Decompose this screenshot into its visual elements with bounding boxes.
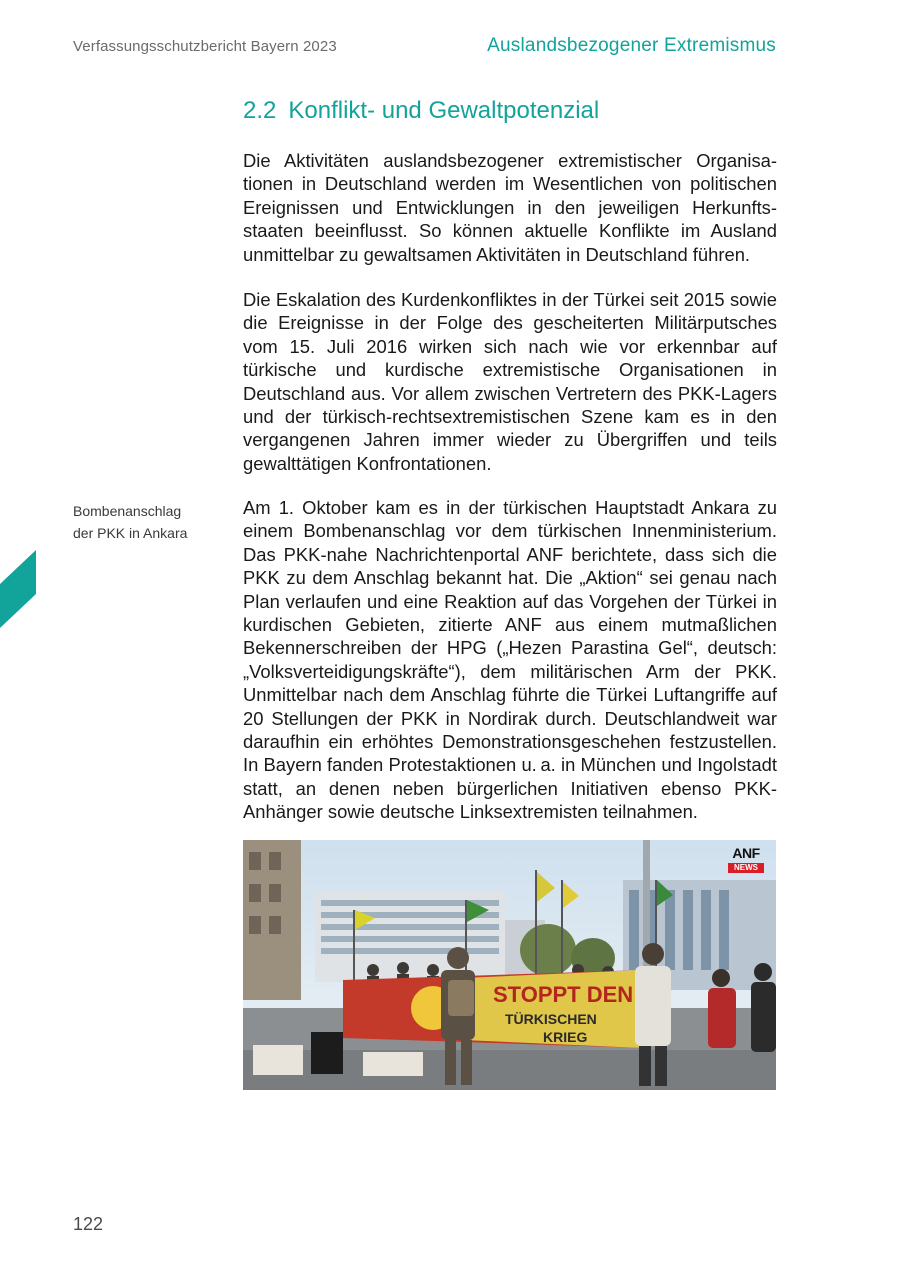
- margin-note-line-1: Bombenanschlag: [73, 503, 182, 519]
- paragraph-3: Am 1. Oktober kam es in der türkischen Hauptstadt Ankara zu einem Bombenanschlag vor dem türkischen Innenministerium. Das PKK-nahe Nachrichtenportal ANF berichtete, dass sich die PKK zu dem Anschlag bekannt hat. Die „Aktion“ sei genau nach Plan verlaufen und eine Reaktion auf das Vorgehen der Türkei in kurdischen Gebieten, zitierte ANF aus einem mutmaßlichen Bekennerschreiben der HPG („Hezen Parastina Gel“, deutsch: „Volksverteidigungskräfte“), dem militärischen Arm der PKK. Unmittelbar nach dem Anschlag führte die Türkei Luftangriffe auf 20 Stellungen der PKK in Nordirak durch. Deutschlandweit war daraufhin ein erhöhtes Demonstrationsgeschehen festzustellen. In Bayern fanden Protestaktionen u. a. in München und Ingolstadt statt, an denen neben bürgerlichen Initiativen ebenso PKK-Anhänger sowie deutsche Linksextremisten teilnahmen.: [243, 497, 777, 823]
- banner-text-line-3: KRIEG: [543, 1029, 588, 1045]
- photo-illustration: [243, 840, 776, 1090]
- running-header-right: Auslandsbezogener Extremismus: [487, 35, 776, 56]
- section-title-text: Konflikt- und Gewaltpotenzial: [288, 97, 600, 124]
- section-heading: [243, 97, 599, 125]
- section-number: 2.2: [243, 97, 277, 124]
- banner-text-line-2: TÜRKISCHEN: [505, 1011, 597, 1027]
- anf-news-logo: [728, 846, 764, 873]
- paragraph-2: Die Eskalation des Kurdenkonfliktes in der Türkei seit 2015 sowie die Ereignisse in der Folge des gescheiterten Militärputsches vom 15. Juli 2016 wirken sich nach wie vor erkennbar auf türkische und kurdische extremistische Organisationen in Deutschland aus. Vor allem zwischen Vertretern des PKK-Lagers und der türkisch-rechtsextremistischen Szene kam es in den vergangenen Jahren immer wieder zu Übergriffen und teils gewalttätigen Konfrontationen.: [243, 289, 777, 474]
- anf-logo-text: ANF: [732, 845, 760, 861]
- banner-text-line-1: STOPPT DEN: [493, 982, 634, 1007]
- margin-note: [73, 500, 223, 544]
- paragraph-1: Die Aktivitäten auslandsbezogener extremistischer Organisationen in Deutschland werden im Wesentlichen von politischen Ereignissen und Entwicklungen in den jeweiligen Herkunftsstaaten beeinflusst. So können aktuelle Konflikte im Ausland unmittelbar zu gewaltsamen Aktivitäten in Deutschland führen.: [243, 150, 777, 265]
- demonstration-photo: [243, 840, 776, 1090]
- page-number: 122: [73, 1214, 104, 1234]
- accent-marker: [0, 550, 36, 628]
- margin-note-line-2: der PKK in Ankara: [73, 525, 188, 541]
- running-header-left: Verfassungsschutzbericht Bayern 2023: [73, 38, 337, 55]
- news-logo-text: NEWS: [728, 863, 764, 873]
